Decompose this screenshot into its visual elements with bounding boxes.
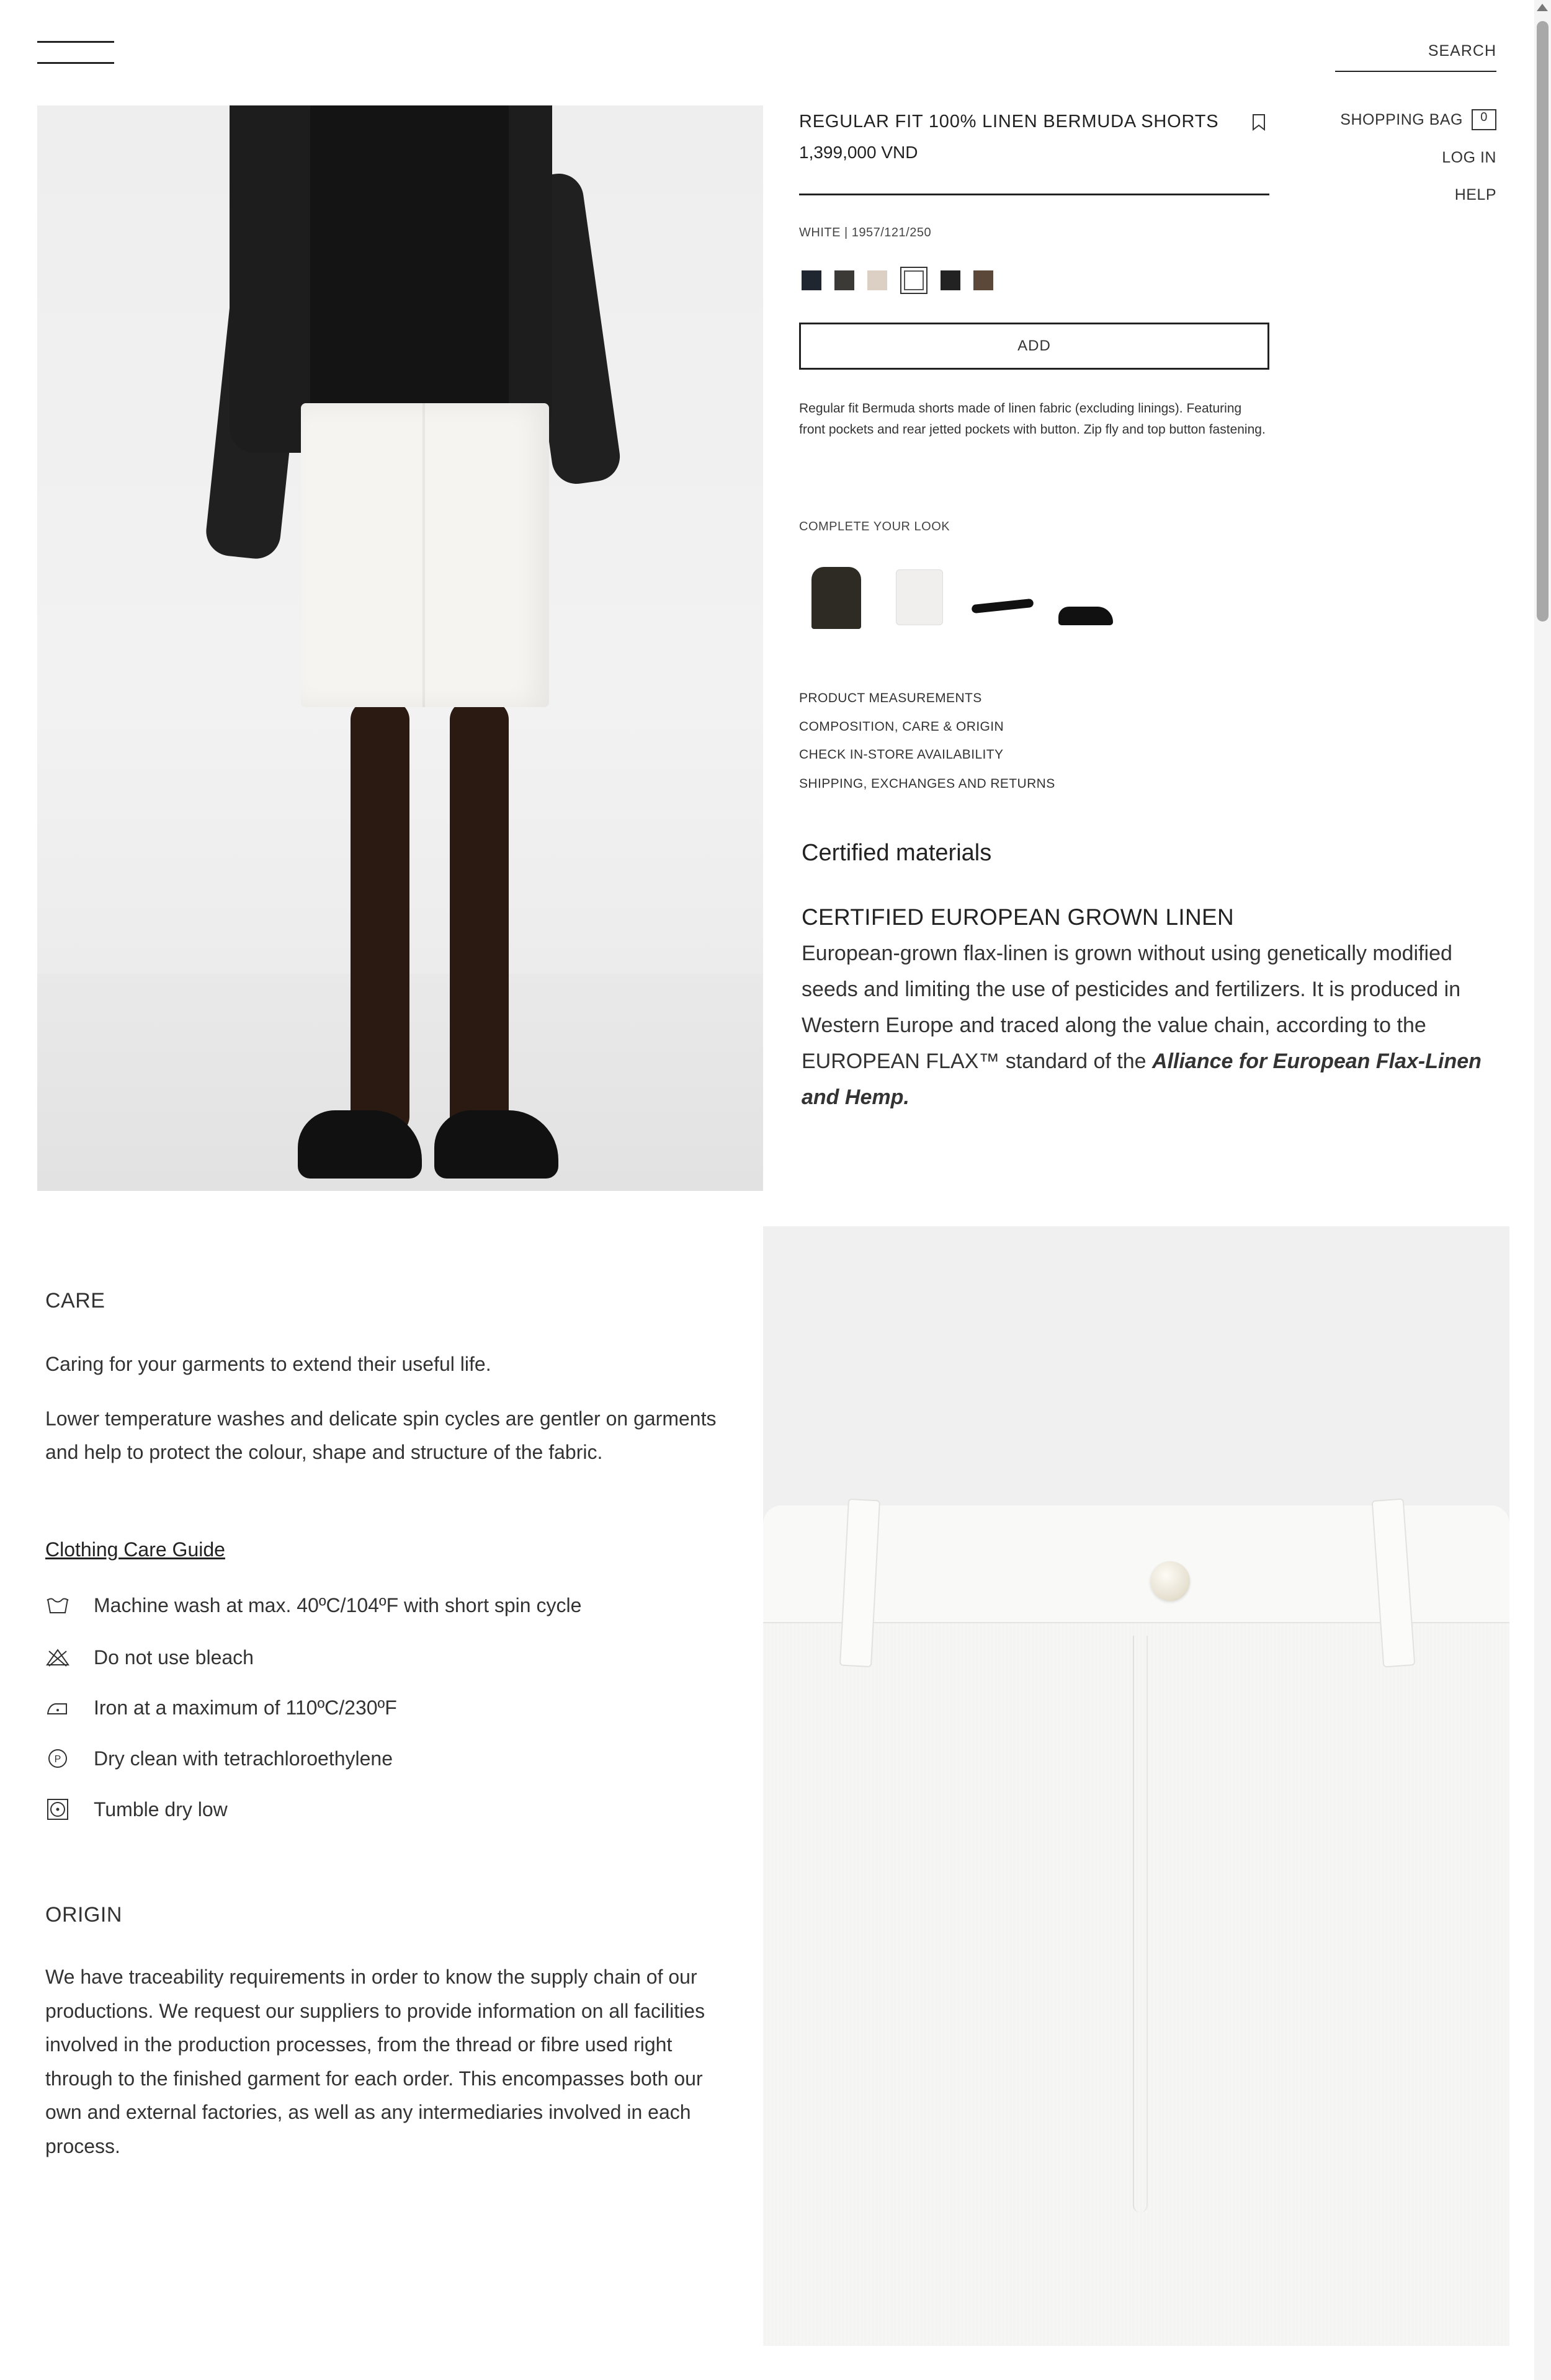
certified-linen-subtitle: CERTIFIED EUROPEAN GROWN LINEN bbox=[802, 904, 1235, 930]
certified-linen-text: European-grown flax-linen is grown without using genetically modified seeds and limiting the use of pesticides and fertilizers. It is produced in Western Europe and traced along the value chain, according to the EUROPEAN FLAX™ standard of the Alliance for European Flax-Linen and Hemp. bbox=[802, 942, 1482, 1109]
product-measurements-link[interactable]: PRODUCT MEASUREMENTS bbox=[799, 691, 982, 705]
care-instruction bbox=[45, 1642, 254, 1672]
care-instruction bbox=[45, 1693, 397, 1723]
color-swatch-beige[interactable] bbox=[867, 270, 887, 290]
care-instruction bbox=[45, 1744, 393, 1773]
care-instruction bbox=[45, 1590, 581, 1620]
product-main-image[interactable] bbox=[37, 105, 763, 1191]
care-instruction bbox=[45, 1794, 228, 1824]
iron-icon bbox=[45, 1696, 70, 1719]
composition-care-origin-link[interactable]: COMPOSITION, CARE & ORIGIN bbox=[799, 720, 1004, 734]
origin-heading: ORIGIN bbox=[45, 1903, 122, 1927]
scrollbar-thumb[interactable] bbox=[1537, 21, 1549, 622]
care-instruction-text: Iron at a maximum of 110ºC/230ºF bbox=[94, 1696, 397, 1719]
model-shorts bbox=[301, 403, 549, 707]
care-instruction-text: Machine wash at max. 40ºC/104ºF with short spin cycle bbox=[94, 1593, 582, 1616]
shopping-bag-link[interactable] bbox=[1340, 109, 1496, 130]
care-instruction-text: Tumble dry low bbox=[94, 1798, 228, 1821]
product-price: 1,399,000 VND bbox=[799, 143, 918, 162]
care-paragraph: Lower temperature washes and delicate spin cycles are gentler on garments and help to protect the colour, shape and structure of the fabric. bbox=[45, 1407, 717, 1463]
color-swatch-navy[interactable] bbox=[802, 270, 821, 290]
care-intro: Caring for your garments to extend their useful life. bbox=[45, 1353, 491, 1375]
origin-text: We have traceability requirements in order to know the supply chain of our productions. We request our suppliers to provide information on all facilities involved in the production processes, from the thread or fibre used right through to the finished garment for each order. This encompasses both our own and external factories, as well as any intermediaries involved in each process. bbox=[45, 1966, 705, 2157]
wash-40-icon bbox=[45, 1594, 70, 1616]
certified-materials-title: Certified materials bbox=[802, 840, 992, 866]
clothing-care-guide-link[interactable]: Clothing Care Guide bbox=[45, 1538, 225, 1561]
alliance-name: Alliance for European Flax-Linen and Hemp bbox=[802, 1050, 1482, 1109]
color-swatch-brown[interactable] bbox=[973, 270, 993, 290]
help-link[interactable]: HELP bbox=[1454, 186, 1496, 203]
color-swatch-white-selected[interactable] bbox=[900, 267, 927, 294]
model-leg bbox=[450, 701, 509, 1135]
zip-fly bbox=[1133, 1636, 1148, 2213]
scroll-up-arrow-icon[interactable] bbox=[1537, 4, 1548, 11]
svg-text:P: P bbox=[54, 1754, 61, 1765]
product-description: Regular fit Bermuda shorts made of linen fabric (excluding linings). Featuring front pockets and rear jetted pockets with button. Zip fly and top button fastening. bbox=[799, 401, 1266, 437]
care-instruction-text: Do not use bleach bbox=[94, 1646, 254, 1669]
tumble-dry-low-icon bbox=[45, 1798, 70, 1821]
complete-look-list bbox=[805, 558, 1117, 633]
divider bbox=[799, 194, 1269, 195]
model-tshirt bbox=[310, 105, 509, 416]
waist-button bbox=[1150, 1561, 1190, 1601]
shipping-exchanges-returns-link[interactable]: SHIPPING, EXCHANGES AND RETURNS bbox=[799, 777, 1055, 791]
complete-look-title: COMPLETE YOUR LOOK bbox=[799, 520, 950, 533]
dry-clean-p-icon bbox=[45, 1747, 70, 1770]
look-item-tshirt[interactable] bbox=[888, 558, 950, 633]
bag-icon: 0 bbox=[1472, 109, 1496, 130]
check-in-store-availability-link[interactable]: CHECK IN-STORE AVAILABILITY bbox=[799, 747, 1004, 762]
look-item-belt[interactable] bbox=[972, 558, 1034, 633]
look-item-loafers[interactable] bbox=[1055, 558, 1117, 633]
product-title: REGULAR FIT 100% LINEN BERMUDA SHORTS bbox=[799, 112, 1219, 131]
care-instruction-text: Dry clean with tetrachloroethylene bbox=[94, 1747, 393, 1770]
bookmark-icon[interactable] bbox=[1251, 113, 1267, 131]
menu-icon[interactable] bbox=[37, 41, 114, 66]
look-item-sweater[interactable] bbox=[805, 558, 867, 633]
color-swatches bbox=[802, 267, 993, 294]
login-link[interactable]: LOG IN bbox=[1442, 149, 1496, 166]
care-heading: CARE bbox=[45, 1289, 105, 1313]
no-bleach-icon bbox=[45, 1646, 70, 1669]
model-leg bbox=[351, 701, 409, 1135]
product-detail-image[interactable] bbox=[763, 1226, 1509, 2346]
search-input[interactable]: SEARCH bbox=[1335, 40, 1496, 72]
color-swatch-charcoal[interactable] bbox=[834, 270, 854, 290]
color-swatch-black[interactable] bbox=[941, 270, 960, 290]
product-color-reference: WHITE | 1957/121/250 bbox=[799, 226, 932, 239]
add-to-bag-button[interactable]: ADD bbox=[799, 323, 1269, 370]
shopping-bag-label: SHOPPING BAG bbox=[1340, 110, 1463, 128]
